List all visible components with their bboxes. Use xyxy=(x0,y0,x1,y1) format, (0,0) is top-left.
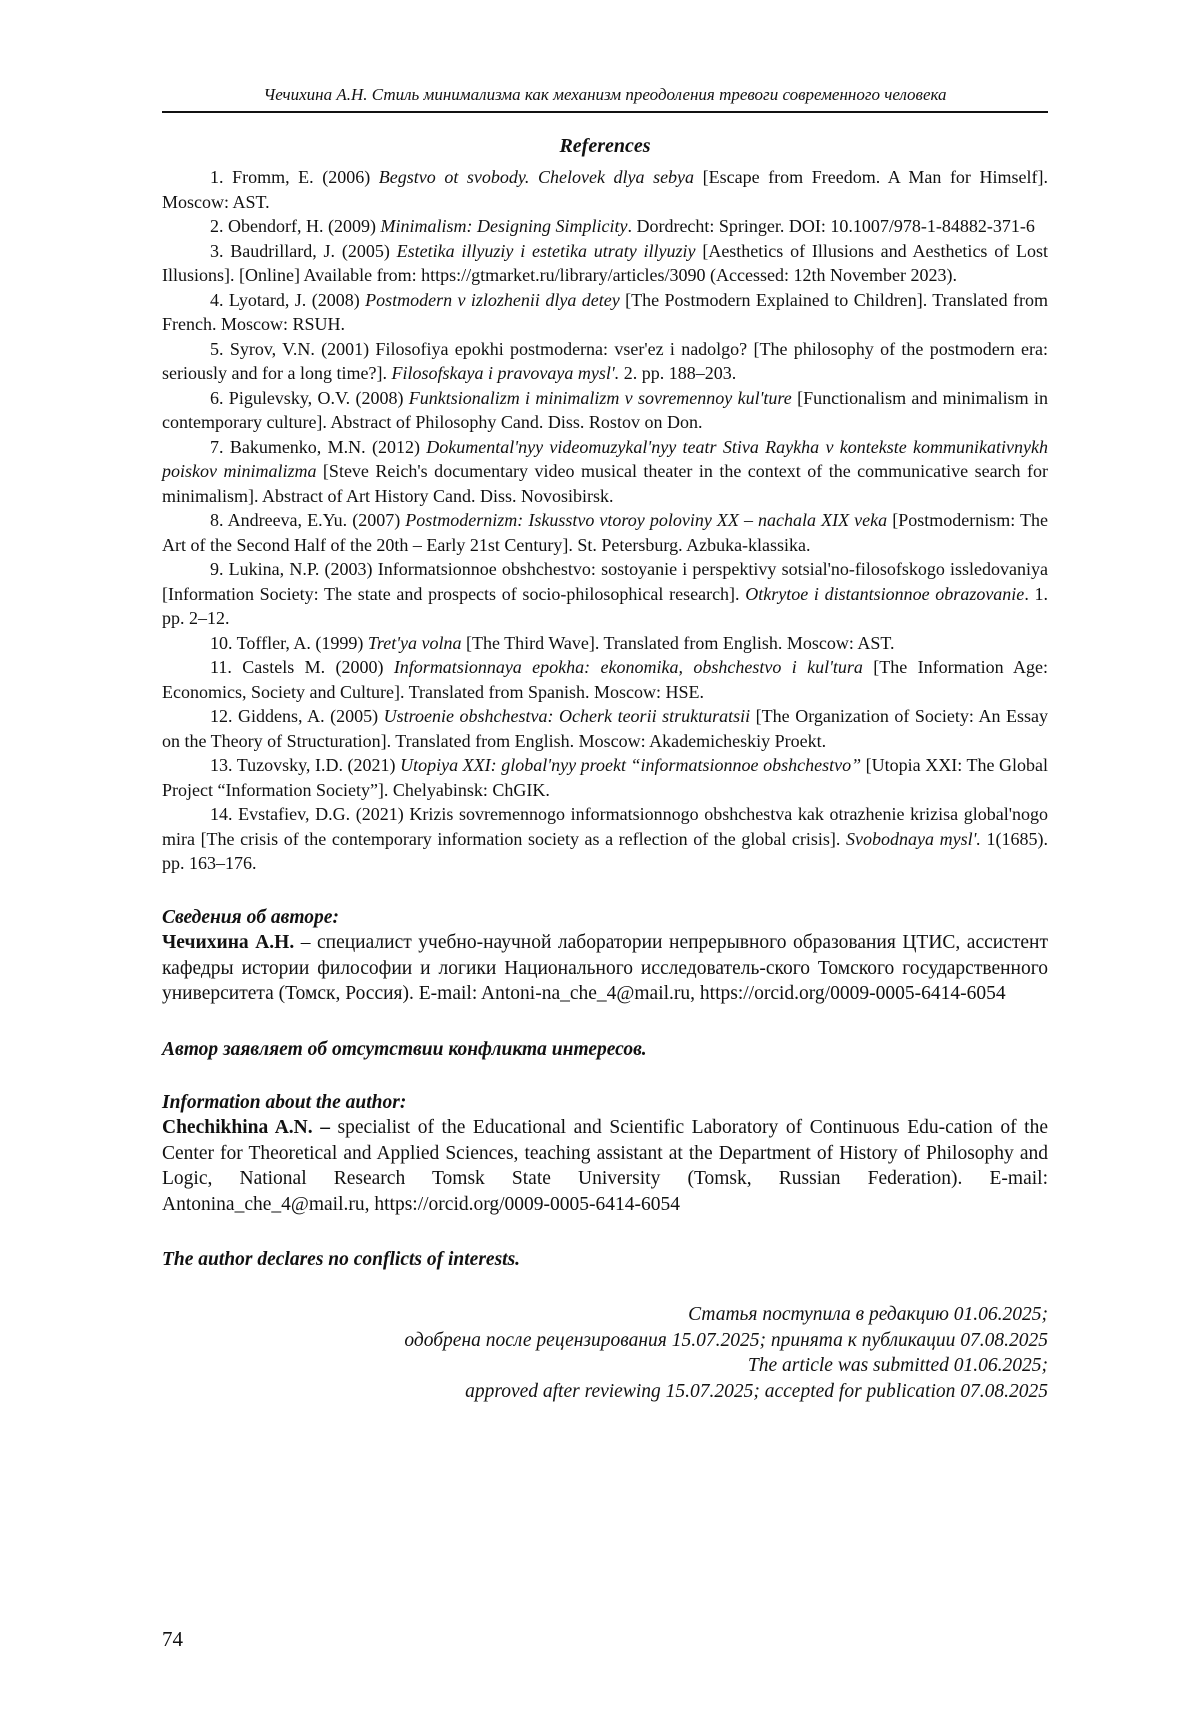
reference-item xyxy=(162,386,1048,435)
reference-n: 10. xyxy=(210,632,233,653)
author-name-ru: Чечихина А.Н. xyxy=(162,932,295,953)
reference-pre: Pigulevsky, O.V. (2008) xyxy=(223,387,409,408)
reference-pre: Baudrillard, J. (2005) xyxy=(223,240,397,261)
reference-it: Begstvo ot svobody. Chelovek dlya sebya xyxy=(378,167,695,187)
reference-n: 14. xyxy=(210,804,233,824)
reference-item xyxy=(162,239,1048,288)
reference-item xyxy=(162,165,1048,214)
reference-pre: Castels M. (2000) xyxy=(231,657,394,677)
running-header: Чечихина А.Н. Стиль минимализма как механизм преодоления тревоги современного человека xyxy=(162,84,1048,113)
reference-post: . 1. pp. 2–12. xyxy=(162,583,1049,628)
reference-n: 1. xyxy=(210,167,224,187)
reference-n: 4. xyxy=(210,289,224,310)
reference-post: [Steve Reich's documentary video musical theater in the context of the communicative search for minimalism]. Abstract of Art History Cand. Diss. Novosibirsk. xyxy=(162,461,1048,506)
reference-it: Otkrytoe i distantsionnoe obrazovanie xyxy=(745,583,1025,604)
reference-post: [Aesthetics of Illusions and Aesthetics of Lost Illusions]. [Online] Available from: https://gtmarket.ru/library/articles/3090 (Accessed: 12th November 2023). xyxy=(162,240,1049,285)
reference-n: 13. xyxy=(210,755,233,775)
reference-it: Funktsionalizm i minimalizm v sovremennoy kul'ture xyxy=(408,387,792,408)
reference-it: Informatsionnaya epokha: ekonomika, obshchestvo i kul'tura xyxy=(393,657,863,677)
reference-item xyxy=(162,655,1048,704)
reference-post: 1(1685). pp. 163–176. xyxy=(162,828,1048,873)
reference-item xyxy=(162,802,1048,876)
reference-item xyxy=(162,337,1048,386)
reference-n: 7. xyxy=(210,436,224,457)
reference-it: Estetika illyuziy i estetika utraty illyuziy xyxy=(396,240,696,261)
reference-pre: Syrov, V.N. (2001) Filosofiya epokhi postmoderna: vser'ez i nadolgo? [The philosophy of the postmodern era: seriously and for a long time?]. xyxy=(162,338,1048,383)
reference-post: [Escape from Freedom. A Man for Himself]. Moscow: AST. xyxy=(162,167,1048,212)
reference-post: [The Third Wave]. Translated from English. Moscow: AST. xyxy=(461,632,895,653)
conflict-declaration-en: The author declares no conflicts of interests. xyxy=(162,1249,521,1270)
reference-item xyxy=(162,214,1048,239)
reference-pre: Tuzovsky, I.D. (2021) xyxy=(232,755,401,775)
reference-pre: Giddens, A. (2005) xyxy=(232,706,384,726)
author-info-en-heading: Information about the author: xyxy=(162,1091,407,1113)
date-approved-ru: одобрена после рецензирования 15.07.2025; принята к публикации 07.08.2025 xyxy=(404,1329,1048,1351)
reference-pre: Evstafiev, D.G. (2021) Krizis sovremennogo informatsionnogo obshchestva kak otrazhenie krizisa global'nogo mira [The crisis of the contemporary information society as a reflection of the global crisis]. xyxy=(162,804,1048,849)
reference-item xyxy=(162,704,1048,753)
reference-it: Tret'ya volna xyxy=(367,632,462,653)
reference-n: 6. xyxy=(210,387,224,408)
reference-it: Filosofskaya i pravovaya mysl'. xyxy=(391,363,620,383)
author-bio-en: specialist of the Educational and Scientific Laboratory of Continuous Edu-cation of the Center for Theoretical and Applied Sciences, teaching assistant at the Department of History of Philosophy and Logic, National Research Tomsk State University (Tomsk, Russian Federation). E-mail: Antonina_che_4@mail.ru, https://orcid.org/0009-0005-6414-6054 xyxy=(162,1117,1049,1215)
article-dates xyxy=(162,1302,1048,1404)
reference-pre: Lyotard, J. (2008) xyxy=(223,289,366,310)
reference-post: [Utopia XXI: The Global Project “Information Society”]. Chelyabinsk: ChGIK. xyxy=(162,755,1048,800)
author-name-en: Chechikhina A.N. – xyxy=(162,1117,330,1138)
reference-n: 5. xyxy=(210,338,224,359)
reference-it: Ustroenie obshchestva: Ocherk teorii strukturatsii xyxy=(383,706,751,726)
reference-n: 11. xyxy=(210,657,232,677)
reference-item xyxy=(162,557,1048,631)
reference-item xyxy=(162,753,1048,802)
reference-n: 9. xyxy=(210,559,224,579)
author-bio-ru: – специалист учебно-научной лаборатории непрерывного образования ЦТИС, ассистент кафедры истории философии и логики Национального исследователь-ского Томского государственного университета (Томск, Россия). E-mail: Antoni-na_che_4@mail.ru, https://orcid.org/0009-0005-6414-6054 xyxy=(162,932,1048,1004)
reference-post: [Postmodernism: The Art of the Second Half of the 20th – Early 21st Century]. St. Petersburg. Azbuka-klassika. xyxy=(162,510,1048,555)
reference-it: Postmodern v izlozhenii dlya detey xyxy=(365,289,620,310)
author-info-ru-heading: Сведения об авторе: xyxy=(162,906,339,928)
reference-n: 8. xyxy=(210,510,224,530)
date-approved-en: approved after reviewing 15.07.2025; accepted for publication 07.08.2025 xyxy=(465,1380,1048,1402)
reference-it: Minimalism: Designing Simplicity xyxy=(380,216,628,236)
reference-it: Dokumental'nyy videomuzykal'nyy teatr Stiva Raykha v kontekste kommunikativnykh poiskov minimalizma xyxy=(162,436,1048,481)
reference-post: [The Organization of Society: An Essay on the Theory of Structuration]. Translated from English. Moscow: Akademicheskiy Proekt. xyxy=(162,706,1048,751)
reference-it: Utopiya XXI: global'nyy proekt “informatsionnoe obshchestvo” xyxy=(400,755,862,775)
references-list xyxy=(162,165,1048,876)
reference-pre: Toffler, A. (1999) xyxy=(232,632,368,653)
reference-n: 12. xyxy=(210,706,233,726)
reference-pre: Bakumenko, M.N. (2012) xyxy=(223,436,427,457)
reference-n: 3. xyxy=(210,240,224,261)
reference-post: [The Information Age: Economics, Society and Culture]. Translated from Spanish. Moscow: HSE. xyxy=(162,657,1048,702)
reference-n: 2. xyxy=(210,216,224,236)
reference-post: [The Postmodern Explained to Children]. Translated from French. Moscow: RSUH. xyxy=(162,289,1049,334)
reference-item xyxy=(162,631,1048,656)
reference-it: Postmodernizm: Iskusstvo vtoroy poloviny XX – nachala XIX veka xyxy=(405,510,888,530)
reference-item xyxy=(162,288,1048,337)
main-content xyxy=(162,134,1048,1404)
reference-post: [Functionalism and minimalism in contemporary culture]. Abstract of Philosophy Cand. Diss. Rostov on Don. xyxy=(162,387,1048,432)
author-info-ru-text xyxy=(162,930,1048,1007)
reference-pre: Obendorf, H. (2009) xyxy=(223,216,381,236)
references-title: References xyxy=(559,135,651,157)
reference-pre: Fromm, E. (2006) xyxy=(223,167,379,187)
conflict-declaration-ru: Автор заявляет об отсутствии конфликта интересов. xyxy=(162,1038,647,1060)
reference-item xyxy=(162,435,1048,509)
reference-it: Svobodnaya mysl'. xyxy=(846,828,981,849)
reference-item xyxy=(162,508,1048,557)
author-info-ru xyxy=(162,905,1048,1007)
reference-post: 2. pp. 188–203. xyxy=(619,363,737,383)
date-submitted-en: The article was submitted 01.06.2025; xyxy=(747,1355,1048,1376)
author-info-en-text xyxy=(162,1115,1048,1217)
reference-pre: Andreeva, E.Yu. (2007) xyxy=(223,510,406,530)
author-info-en xyxy=(162,1090,1048,1218)
reference-pre: Lukina, N.P. (2003) Informatsionnoe obshchestvo: sostoyanie i perspektivy sotsial'no-filosofskogo issledovaniya [Information Society: The state and prospects of socio-philosophical research]. xyxy=(162,559,1048,604)
page-number: 74 xyxy=(162,1627,183,1651)
reference-post: . Dordrecht: Springer. DOI: 10.1007/978-1-84882-371-6 xyxy=(627,216,1035,236)
date-submitted-ru: Статья поступила в редакцию 01.06.2025; xyxy=(688,1304,1048,1325)
